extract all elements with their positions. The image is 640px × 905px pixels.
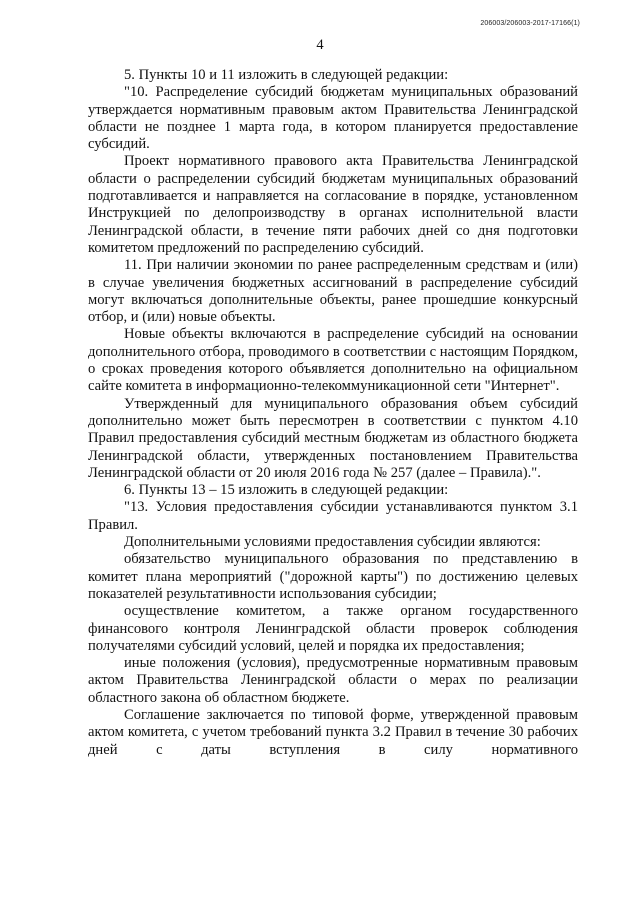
paragraph: осуществление комитетом, а также органом государственного финансового контроля Ленинградской области проверок соблюдения получателями субсидий условий, целей и порядка их предоставления; (88, 603, 578, 654)
document-body (88, 67, 578, 759)
paragraph: 5. Пункты 10 и 11 изложить в следующей редакции: (124, 67, 449, 83)
paragraph: Соглашение заключается по типовой форме, утвержденной правовым актом комитета, с учетом требований пункта 3.2 Правил в течение 30 рабочих дней с даты вступления в силу нормативного (88, 706, 578, 758)
paragraph: 11. При наличии экономии по ранее распределенным средствам и (или) в случае увеличения бюджетных ассигнований в распределение субсидий могут включаться дополнительные объекты, ранее прошедшие конкурсный отбор, и (или) новые объекты. (88, 257, 578, 326)
paragraph: иные положения (условия), предусмотренные нормативным правовым актом Правительства Ленинградской области о мерах по реализации областного закона об областном бюджете. (88, 655, 578, 706)
paragraph: "10. Распределение субсидий бюджетам муниципальных образований утверждается нормативным правовым актом Правительства Ленинградской области не позднее 1 марта года, в котором планируется предоставление субсидий. (88, 84, 578, 153)
paragraph: Проект нормативного правового акта Правительства Ленинградской области о распределении субсидий бюджетам муниципальных образований подготавливается и направляется на согласование в порядке, установленном Инструкцией по делопроизводству в органах исполнительной власти Ленинградской области, в течение пяти рабочих дней со дня подготовки комитетом предложений по распределению субсидий. (88, 153, 578, 256)
page-number: 4 (316, 37, 324, 53)
paragraph: Утвержденный для муниципального образования объем субсидий дополнительно может быть пересмотрен в соответствии с пунктом 4.10 Правил предоставления субсидий местным бюджетам из областного бюджета Ленинградской области, утвержденных постановлением Правительства Ленинградской области от 20 июля 2016 года № 257 (далее – Правила).". (88, 395, 578, 481)
paragraph: Новые объекты включаются в распределение субсидий на основании дополнительного отбора, проводимого в соответствии с настоящим Порядком, о сроках проведения которого объявляется дополнительно на официальном сайте комитета в информационно-телекоммуникационной сети "Интернет". (88, 326, 578, 395)
document-code: 206003/206003-2017-17166(1) (480, 20, 580, 27)
paragraph: "13. Условия предоставления субсидии устанавливаются пунктом 3.1 Правил. (88, 499, 578, 533)
paragraph: 6. Пункты 13 – 15 изложить в следующей редакции: (124, 482, 449, 499)
paragraph: обязательство муниципального образования по представлению в комитет плана мероприятий ("дорожной карты") по достижению целевых показателей результативности использования субсидии; (88, 551, 578, 602)
paragraph: Дополнительными условиями предоставления субсидии являются: (124, 534, 541, 551)
